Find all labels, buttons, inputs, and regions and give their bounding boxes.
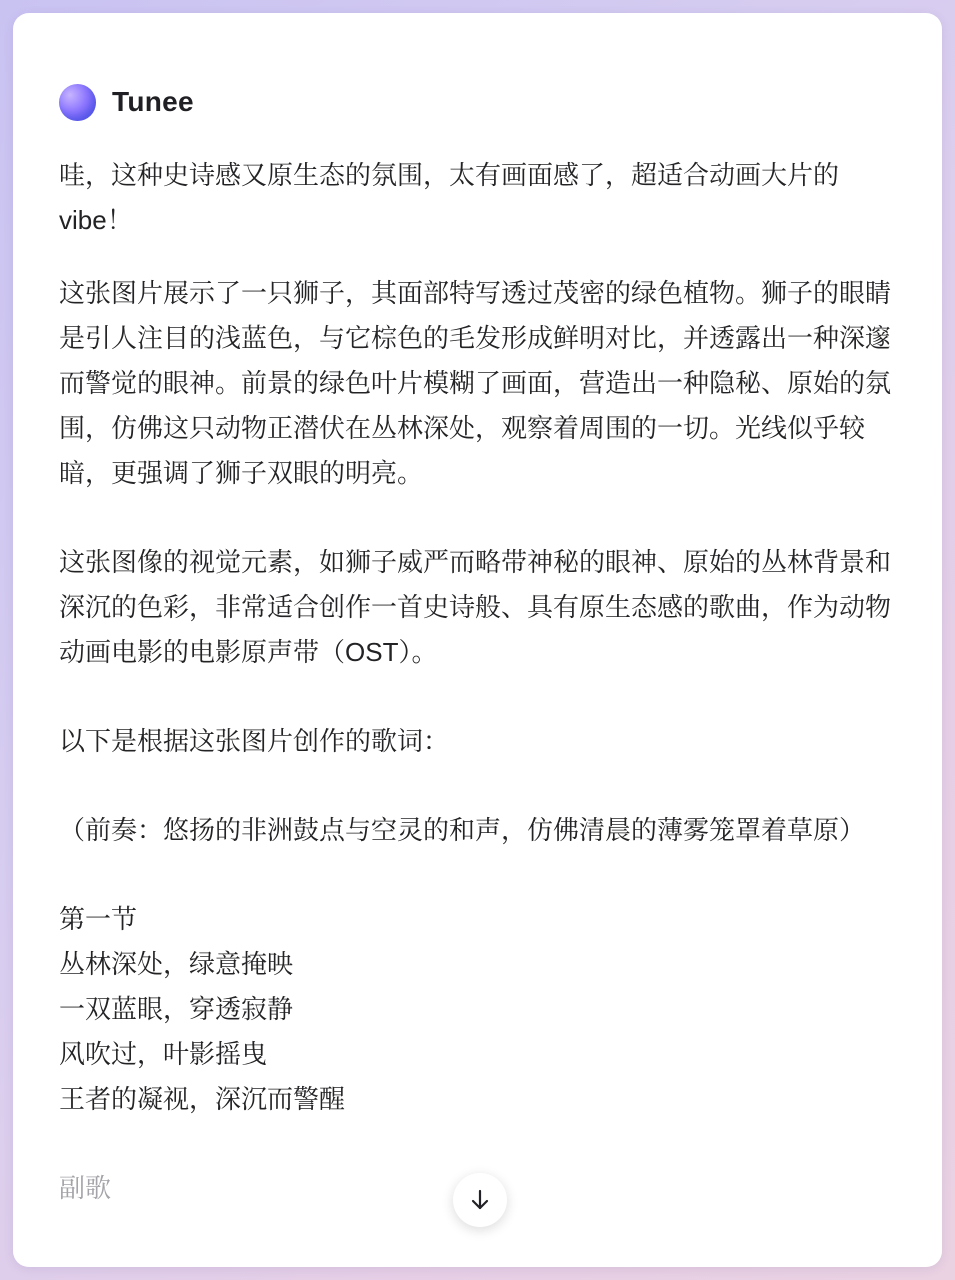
arrow-down-icon: [468, 1188, 492, 1212]
gradient-orb-icon: [59, 84, 96, 121]
lyric-line: 丛林深处，绿意掩映: [59, 949, 294, 979]
chat-card: [13, 13, 942, 1267]
message-content: [59, 153, 905, 1211]
lyric-line: 一双蓝眼，穿透寂静: [59, 994, 294, 1024]
lyric-line: 王者的凝视，深沉而警醒: [59, 1084, 346, 1114]
verse-title: 第一节: [59, 904, 138, 934]
brand-name: Tunee: [112, 86, 194, 117]
intro-paragraph: 哇，这种史诗感又原生态的氛围，太有画面感了，超适合动画大片的vibe！: [59, 160, 840, 235]
description-paragraph: 这张图片展示了一只狮子，其面部特写透过茂密的绿色植物。狮子的眼睛是引人注目的浅蓝色，与它棕色的毛发形成鲜明对比，并透露出一种深邃而警觉的眼神。前景的绿色叶片模糊了画面，营造出一种隐秘、原始的氛围，仿佛这只动物正潜伏在丛林深处，观察着周围的一切。光线似乎较暗，更强调了狮子双眼的明亮。: [59, 278, 892, 488]
prelude-line: （前奏：悠扬的非洲鼓点与空灵的和声，仿佛清晨的薄雾笼罩着草原）: [59, 815, 866, 845]
lyric-line: 风吹过，叶影摇曳: [59, 1039, 268, 1069]
chorus-title: 副歌: [59, 1173, 112, 1203]
scroll-to-bottom-button[interactable]: [453, 1173, 507, 1227]
assistant-header: [59, 83, 194, 121]
analysis-paragraph: 这张图像的视觉元素，如狮子威严而略带神秘的眼神、原始的丛林背景和深沉的色彩，非常适合创作一首史诗般、具有原生态感的歌曲，作为动物动画电影的电影原声带（OST）。: [59, 547, 892, 667]
lyrics-intro: 以下是根据这张图片创作的歌词：: [59, 726, 450, 756]
